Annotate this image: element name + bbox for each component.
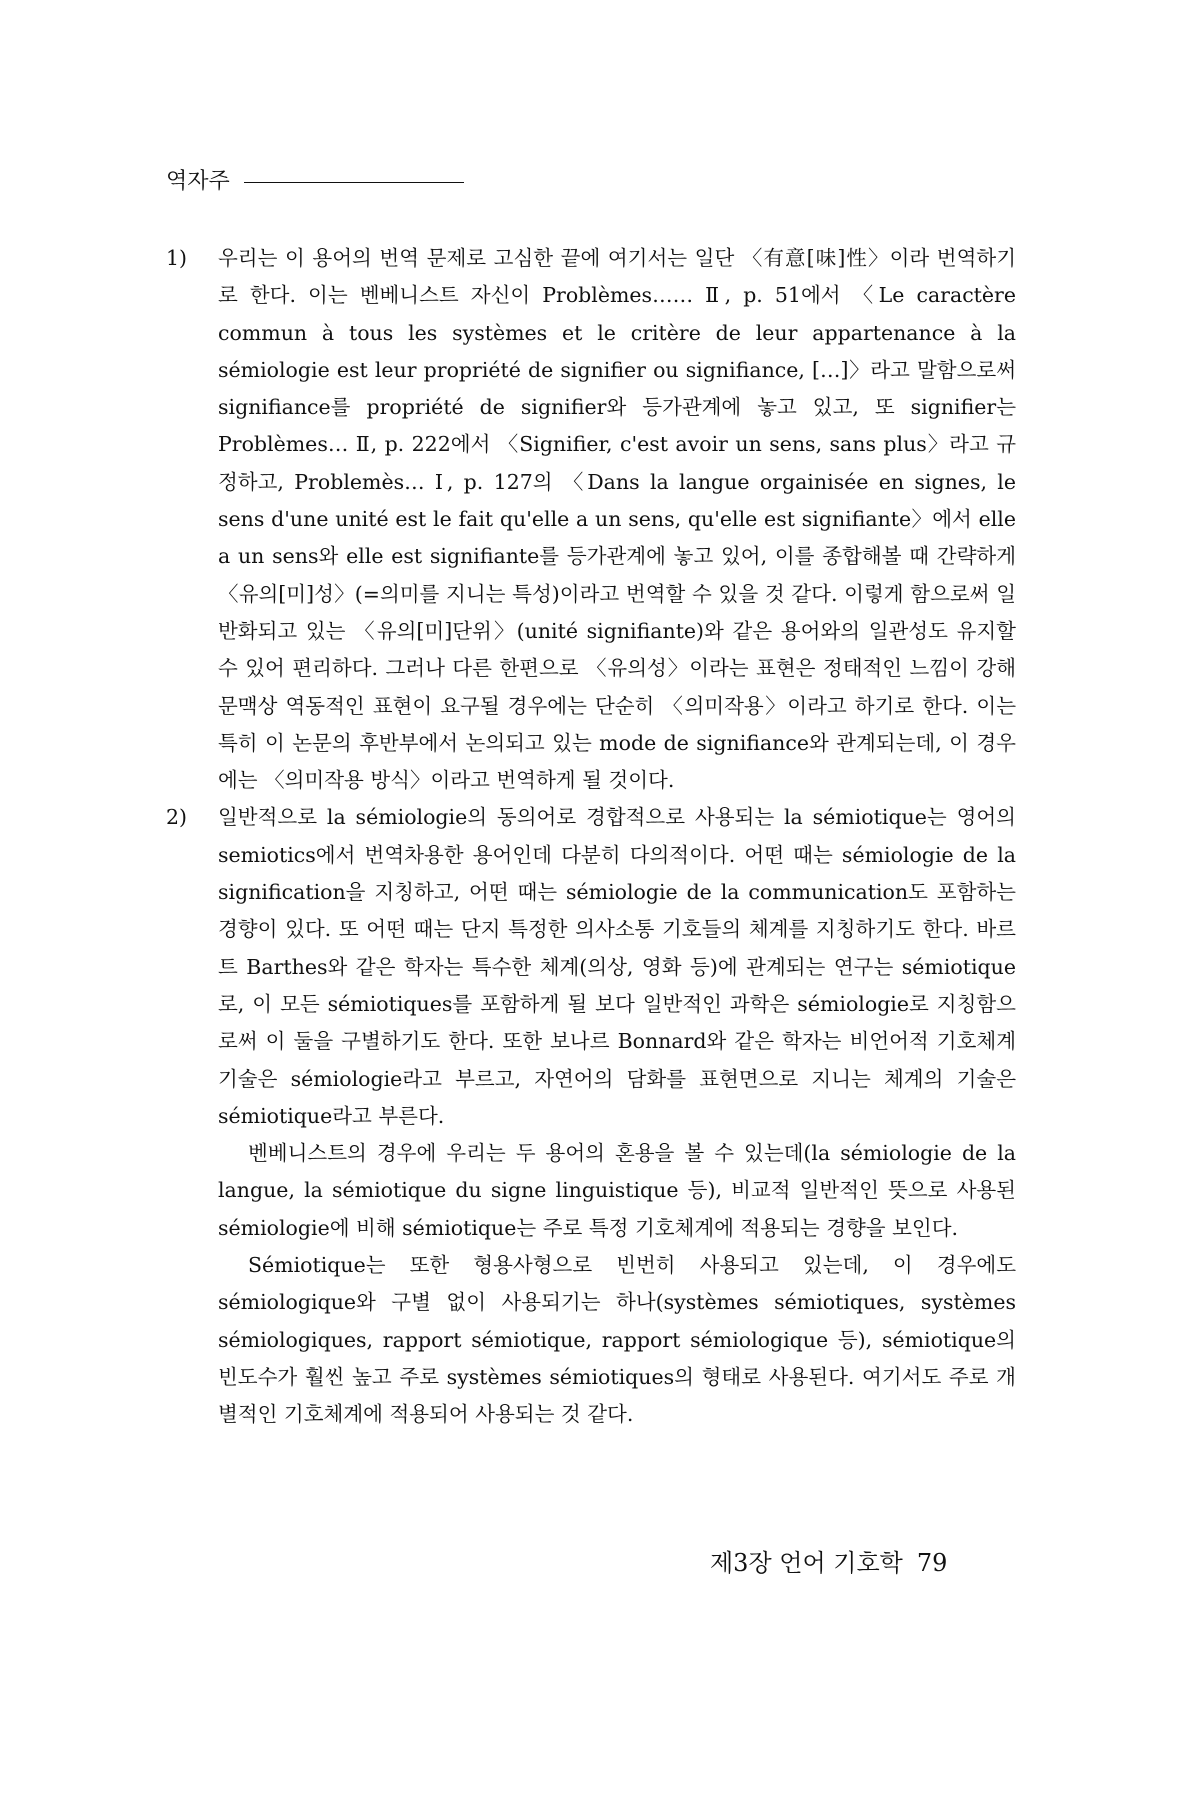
translator-notes-header (166, 168, 464, 196)
note-body (218, 240, 1016, 799)
note-1 (166, 240, 1016, 799)
note-number: 1) (166, 246, 188, 270)
note-paragraph: 일반적으로 la sémiologie의 동의어로 경합적으로 사용되는 la sémiotique는 영어의 semiotics에서 번역차용한 용어인데 다분히 다의적이다. 어떤 때는 sémiologie de la signification을 지칭하고, 어떤 때는 sémiologie de la communication도 포함하는 경향이 있다. 또 어떤 때는 단지 특정한 의사소통 기호들의 체계를 지칭하기도 한다. 바르트 Barthes와 같은 학자는 특수한 체계(의상, 영화 등)에 관계되는 연구는 sémiotique로, 이 모든 sémiotiques를 포함하게 될 보다 일반적인 과학은 sémiologie로 지칭함으로써 이 둘을 구별하기도 한다. 또한 보나르 Bonnard와 같은 학자는 비언어적 기호체계 기술은 sémiologie라고 부르고, 자연어의 담화를 표현면으로 지니는 체계의 기술은 sémiotique라고 부른다. (218, 805, 1016, 1128)
header-label: 역자주 (166, 169, 230, 194)
note-body (218, 799, 1016, 1433)
note-2 (166, 799, 1016, 1433)
note-paragraph: 벤베니스트의 경우에 우리는 두 용어의 혼용을 볼 수 있는데(la sémiologie de la langue, la sémiotique du signe linguistique 등), 비교적 일반적인 뜻으로 사용된 sémiologie에 비해 sémiotique는 주로 특정 기호체계에 적용되는 경향을 보인다. (218, 1141, 1016, 1240)
chapter-title: 제3장 언어 기호학 (710, 1549, 903, 1577)
note-paragraph: 우리는 이 용어의 번역 문제로 고심한 끝에 여기서는 일단 〈有意[味]性〉이라 번역하기로 한다. 이는 벤베니스트 자신이 Problèmes…… Ⅱ, p. 51에서 〈Le caractère commun à tous les systèmes et le critère de leur appartenance à la sémiologie est leur propriété de signifier ou signifiance, […]〉라고 말함으로써 signifiance를 propriété de signifier와 등가관계에 놓고 있고, 또 signifier는 Problèmes… Ⅱ, p. 222에서 〈Signifier, c'est avoir un sens, sans plus〉라고 규정하고, Problemès… Ⅰ, p. 127의 〈Dans la langue orgainisée en signes, le sens d'une unité est le fait qu'elle a un sens, qu'elle est signifiante〉에서 elle a un sens와 elle est signifiante를 등가관계에 놓고 있어, 이를 종합해볼 때 간략하게 〈유의[미]성〉(=의미를 지니는 특성)이라고 번역할 수 있을 것 같다. 이렇게 함으로써 일반화되고 있는 〈유의[미]단위〉(unité signifiante)와 같은 용어와의 일관성도 유지할 수 있어 편리하다. 그러나 다른 한편으로 〈유의성〉이라는 표현은 정태적인 느낌이 강해 문맥상 역동적인 표현이 요구될 경우에는 단순히 〈의미작용〉이라고 하기로 한다. 이는 특히 이 논문의 후반부에서 논의되고 있는 mode de signifiance와 관계되는데, 이 경우에는 〈의미작용 방식〉이라고 번역하게 될 것이다. (218, 246, 1016, 793)
running-footer (710, 1548, 947, 1578)
note-paragraph: Sémiotique는 또한 형용사형으로 빈번히 사용되고 있는데, 이 경우에도 sémiologique와 구별 없이 사용되기는 하나(systèmes sémiotiques, systèmes sémiologiques, rapport sémiotique, rapport sémiologique 등), sémiotique의 빈도수가 훨씬 높고 주로 systèmes sémiotiques의 형태로 사용된다. 여기서도 주로 개별적인 기호체계에 적용되어 사용되는 것 같다. (218, 1253, 1016, 1427)
header-rule (244, 182, 464, 183)
note-number: 2) (166, 805, 188, 830)
notes-section (166, 240, 1016, 1434)
page-number: 79 (916, 1549, 948, 1577)
